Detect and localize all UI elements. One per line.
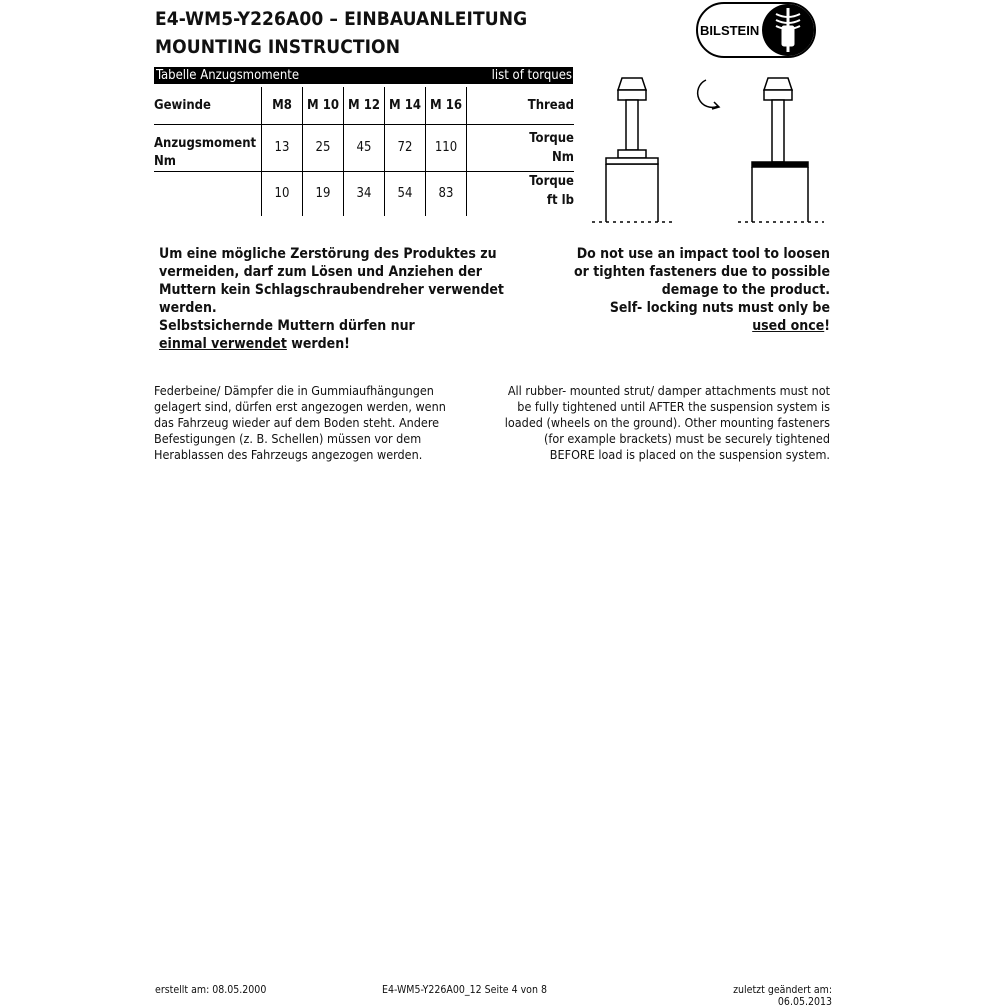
bolt-tightening-illustration <box>588 72 833 232</box>
thread-label-de: Gewinde <box>154 87 262 124</box>
torque-nm-label-en: Torque Nm <box>467 124 575 171</box>
torque-nm-label-de: Anzugsmoment Nm <box>154 124 262 171</box>
thread-label-en: Thread <box>467 87 575 124</box>
warning-de: Um eine mögliche Zerstörung des Produktes zu vermeiden, darf zum Lösen und Anziehen der Muttern kein Schlagschraubendreher verwendet werden. Selbstsichernde Muttern dürfen nur einmal verwendet werden! <box>159 246 504 352</box>
col-m8: M8 <box>262 87 303 124</box>
torque-table-title-de: Tabelle Anzugsmomente <box>156 68 300 83</box>
torque-table-header-bar <box>154 67 573 84</box>
warning-en: Do not use an impact tool to loosen or tighten fasteners due to possible demage to the product. Self- locking nuts must only be used once! <box>574 246 830 334</box>
torque-ftlb-label-en: Torque ft lb <box>467 171 575 216</box>
col-m14: M 14 <box>385 87 426 124</box>
ftlb-m10: 19 <box>303 171 344 216</box>
torque-table <box>154 87 574 216</box>
nm-m12: 45 <box>344 124 385 171</box>
bilstein-logo <box>696 2 816 58</box>
col-m10: M 10 <box>303 87 344 124</box>
nm-m14: 72 <box>385 124 426 171</box>
note-en: All rubber- mounted strut/ damper attachments must not be fully tightened until AFTER the suspension system is loaded (wheels on the ground). Other mounting fasteners (for example brackets) must be securely tightened BEFORE load is placed on the suspension system. <box>504 383 830 462</box>
note-de: Federbeine/ Dämpfer die in Gummiaufhängungen gelagert sind, dürfen erst angezogen werden, wenn das Fahrzeug wieder auf dem Boden steht. Andere Befestigungen (z. B. Schellen) müssen vor dem Herablassen des Fahrzeugs angezogen werden. <box>154 383 446 462</box>
logo-text: BILSTEIN <box>700 23 760 38</box>
ftlb-m8: 10 <box>262 171 303 216</box>
footer-created: erstellt am: 08.05.2000 <box>155 984 267 996</box>
footer-changed: zuletzt geändert am: 06.05.2013 <box>733 984 832 1008</box>
document-subtitle: MOUNTING INSTRUCTION <box>155 36 401 58</box>
ftlb-m14: 54 <box>385 171 426 216</box>
col-m12: M 12 <box>344 87 385 124</box>
nm-m8: 13 <box>262 124 303 171</box>
footer-doc-page: E4-WM5-Y226A00_12 Seite 4 von 8 <box>382 984 547 996</box>
ftlb-m12: 34 <box>344 171 385 216</box>
col-m16: M 16 <box>426 87 467 124</box>
torque-table-title-en: list of torques <box>491 68 572 83</box>
nm-m16: 110 <box>426 124 467 171</box>
nm-m10: 25 <box>303 124 344 171</box>
document-title: E4-WM5-Y226A00 – EINBAUANLEITUNG <box>155 8 528 30</box>
ftlb-m16: 83 <box>426 171 467 216</box>
